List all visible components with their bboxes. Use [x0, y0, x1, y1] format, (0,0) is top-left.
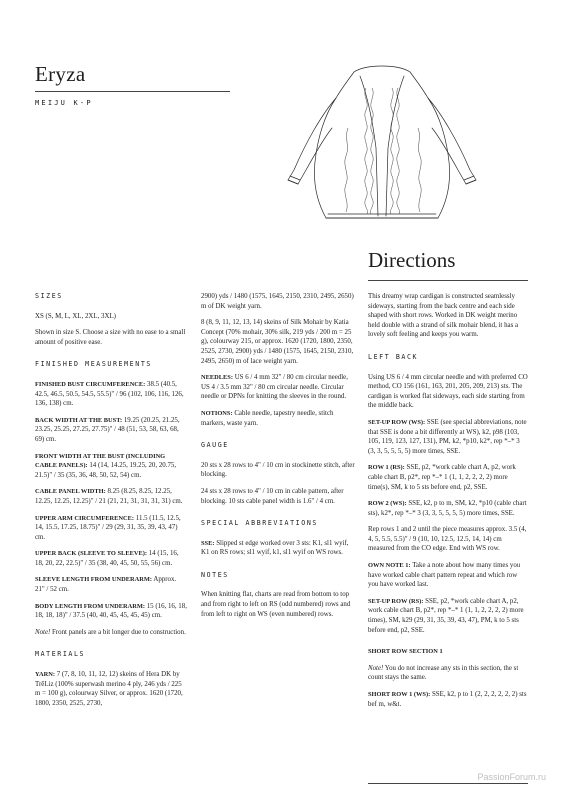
short-row-note — [368, 664, 528, 683]
notions-block — [201, 409, 356, 428]
measurement-text: 11.5 (11.5, 12.5, 14, 15.5, 17.25, 18.75)" / 29 (29, 31, 35, 39, 43, 47) cm. — [35, 514, 181, 541]
measurement-label: UPPER ARM CIRCUMFERENCE: — [35, 514, 135, 522]
gauge-stockinette: 20 sts x 28 rows to 4" / 10 cm in stockinette stitch, after blocking. — [201, 461, 355, 479]
setup-row-rs — [368, 597, 528, 635]
measurement-label: CABLE PANEL WIDTH: — [35, 488, 106, 496]
own-note-text: Take a note about how many times you have worked cable chart pattern repeat and which row you have worked last. — [368, 562, 521, 589]
sr-note-label: Note! — [368, 664, 384, 672]
measurement-text: Approx. 21" / 52 cm. — [35, 576, 177, 594]
needles-text: US 6 / 4 mm 32" / 80 cm circular needle, US 4 / 3.5 mm 32" / 80 cm circular needle. Circular needle or DPNs for knitting the sleeves in the round. — [201, 374, 348, 401]
designer-name: MEIJU K-P — [35, 99, 93, 107]
sr-row1-text: SSE, k2, p to 1 (2, 2, 2, 2, 2, 2) sts bef m, w&t. — [368, 691, 527, 708]
measurement-text: 14 (15, 16, 18, 20, 22, 22.5)" / 35 (38, 40, 45, 50, 55, 56) cm. — [35, 550, 179, 567]
note-text: Front panels are a bit longer due to construction. — [50, 628, 186, 636]
abbreviations-heading: SPECIAL ABBREVIATIONS — [201, 519, 318, 528]
measurement-label: BODY LENGTH FROM UNDERARM: — [35, 602, 145, 610]
repeat-text: Rep rows 1 and 2 until the piece measures approx. 3.5 (4, 4, 5, 5.5, 5.5)" / 9 (10, 10, 12.5, 12.5, 14, 14) cm measured from the CO edge. End with WS row. — [368, 526, 527, 553]
measurement-text: 8.25 (8.25, 8.25, 12.25, 12.25, 12.25, 12.25)" / 21 (21, 21, 31, 31, 31, 31) cm. — [35, 488, 183, 505]
own-note-label: OWN NOTE 1: — [368, 562, 411, 570]
own-note — [368, 561, 528, 590]
measurement-item — [35, 602, 187, 621]
measurement-item — [35, 416, 187, 445]
cardigan-sketch-icon — [250, 58, 522, 230]
measurement-label: UPPER BACK (SLEEVE TO SLEEVE): — [35, 550, 147, 558]
note-label: Note! — [35, 628, 51, 636]
measurement-label: SLEEVE LENGTH FROM UNDERARM: — [35, 576, 152, 584]
measurement-item — [35, 514, 187, 543]
notions-text: Cable needle, tapestry needle, stitch markers, waste yarn. — [201, 409, 334, 427]
measurement-item — [35, 549, 187, 568]
title-rule — [35, 91, 230, 92]
setup-ws-label: SET-UP ROW (WS): — [368, 418, 426, 426]
measurement-item — [35, 487, 187, 506]
measurement-label: BACK WIDTH AT THE BUST: — [35, 416, 123, 424]
sizes-note: Shown in size S. Choose a size with no ease to a small amount of positive ease. — [35, 329, 186, 346]
intro-text: This dreamy wrap cardigan is constructed seamlessly sideways, starting from the back centre and each side shaped with short rows. Worked in DK weight merino held double with a strand of silk mohair blend, it has a lovely soft feeling and keeps you warm. — [368, 293, 519, 339]
column-right — [368, 292, 528, 716]
measurement-item — [35, 452, 187, 481]
measurement-item — [35, 575, 187, 594]
measurements-heading: FINISHED MEASUREMENTS — [35, 360, 152, 369]
needles-label: NEEDLES: — [201, 374, 233, 382]
sse-text: Slipped st edge worked over 3 sts: K1, sl1 wyif, K1 on RS rows; sl1 wyif, k1, sl1 wyif on WS rows. — [201, 539, 349, 557]
row1-text: SSE, p2, *work cable chart A, p2, work cable chart B, p2*, rep *–* 1 (1, 1, 2, 2, 2, 2) more time(s), SM, k to 5 sts before end, p2, SSE. — [368, 464, 516, 491]
notes-heading: NOTES — [201, 570, 229, 579]
measurement-text: 15 (16, 16, 18, 18, 18, 18)" / 37.5 (40, 40, 45, 45, 45, 45) cm. — [35, 602, 187, 620]
row1-label: ROW 1 (RS): — [368, 464, 405, 472]
row2-label: ROW 2 (WS): — [368, 500, 407, 508]
construction-note — [35, 628, 187, 638]
yarn-label: YARN: — [35, 671, 56, 679]
row-1 — [368, 463, 528, 492]
row2-text: SSE, k2, p to m, SM, k2, *p10 (cable chart sts), k2*, rep *–* 3 (3, 3, 5, 5, 5, 5) more times, SSE. — [368, 500, 527, 517]
gauge-cable: 24 sts x 28 rows to 4" / 10 cm in cable pattern, after blocking. 10 sts cable panel width is 1.6" / 4 cm. — [201, 487, 344, 505]
setup-ws-text: SSE (see special abbreviations, note that SSE is done a bit differently at WS), k2, p98 (103, 105, 119, 123, 127, 131), PM, k2, *p10, k2*, rep *–* 3 (3, 3, 5, 5, 5, 5) more times, SSE. — [368, 418, 527, 455]
gauge-heading: GAUGE — [201, 441, 229, 450]
pattern-title: Eryza — [35, 62, 86, 86]
sizes-list: XS (S, M, L, XL, 2XL, 3XL) — [35, 312, 116, 320]
column-middle — [201, 292, 356, 626]
mohair-text: 8 (8, 9, 11, 12, 13, 14) skeins of Silk Mohair by Katia Concept (70% mohair, 30% silk, 219 yds / 200 m = 25 g), colourway 215, or approx. 1620 (1720, 1800, 2350, 2525, 2730, 2900) yds / 1480 (1575, 1645, 2150, 2310, 2495, 2650) m of lace weight yarn. — [201, 319, 354, 365]
measurement-text: 38.5 (40.5, 42.5, 46.5, 50.5, 54.5, 55.5)" / 96 (102, 106, 116, 126, 136, 138) cm. — [35, 380, 184, 408]
left-back-intro: Using US 6 / 4 mm circular needle and with preferred CO method, CO 156 (161, 163, 201, 205, 209, 213) sts. The cardigan is worked flat sideways, each side starting from the middle back. — [368, 373, 528, 410]
bottom-rule — [368, 783, 528, 784]
setup-rs-text: SSE, p2, *work cable chart A, p2, work cable chart B, p2*, rep *–* 1 (1, 1, 2, 2, 2, 2) more times), SM, k29 (29, 31, 35, 39, 43, 47), PM, k to 5 sts before end, p2, SSE. — [368, 597, 524, 634]
section-title: Directions — [368, 248, 456, 272]
measurement-text: 19.25 (20.25, 21.25, 23.25, 25.25, 27.25, 27.75)" / 48 (51, 53, 58, 63, 68, 69) cm. — [35, 416, 180, 443]
sr-row1-label: SHORT ROW 1 (WS): — [368, 691, 431, 698]
measurement-item — [35, 380, 187, 409]
measurement-label: FRONT WIDTH AT THE BUST (INCLUDING CABLE PANELS): — [35, 452, 166, 470]
watermark: PassionForum.ru — [477, 772, 546, 782]
row-2 — [368, 499, 528, 518]
directions-rule — [368, 280, 528, 281]
yarn-text: 7 (7, 8, 10, 11, 12, 12) skeins of Hera DK by TrēLiz (100% superwash merino 4 ply, 246 yds / 225 m = 100 g), colourway Silver, or approx. 1620 (1720, 1800, 2350, 2525, 2730, — [35, 671, 183, 707]
setup-row-ws — [368, 418, 528, 456]
notes-text: When knitting flat, charts are read from bottom to top and from right to left on RS (odd numbered) rows and from left to right on WS (even numbered) rows. — [201, 591, 351, 618]
sr-note-text: You do not increase any sts in this section, the st count stays the same. — [368, 664, 519, 682]
short-row-heading: SHORT ROW SECTION 1 — [368, 648, 443, 656]
yarn-continued: 2900) yds / 1480 (1575, 1645, 2150, 2310, 2495, 2650) m of DK weight yarn. — [201, 293, 354, 310]
notions-label: NOTIONS: — [201, 409, 233, 417]
setup-rs-label: SET-UP ROW (RS): — [368, 597, 424, 605]
materials-heading: MATERIALS — [35, 650, 86, 659]
yarn-text-block — [35, 670, 187, 708]
needles-block — [201, 373, 356, 402]
left-back-heading: LEFT BACK — [368, 352, 419, 361]
measurement-label: FINISHED BUST CIRCUMFERENCE: — [35, 380, 146, 388]
column-left — [35, 292, 187, 715]
short-row-1 — [368, 690, 528, 709]
sse-block — [201, 539, 356, 558]
sse-label: SSE: — [201, 539, 215, 547]
measurement-text: 14 (14, 14.25, 19.25, 20, 20.75, 21.5)" / 35 (35, 36, 48, 50, 52, 54) cm. — [35, 462, 177, 479]
sizes-heading: SIZES — [35, 292, 63, 300]
